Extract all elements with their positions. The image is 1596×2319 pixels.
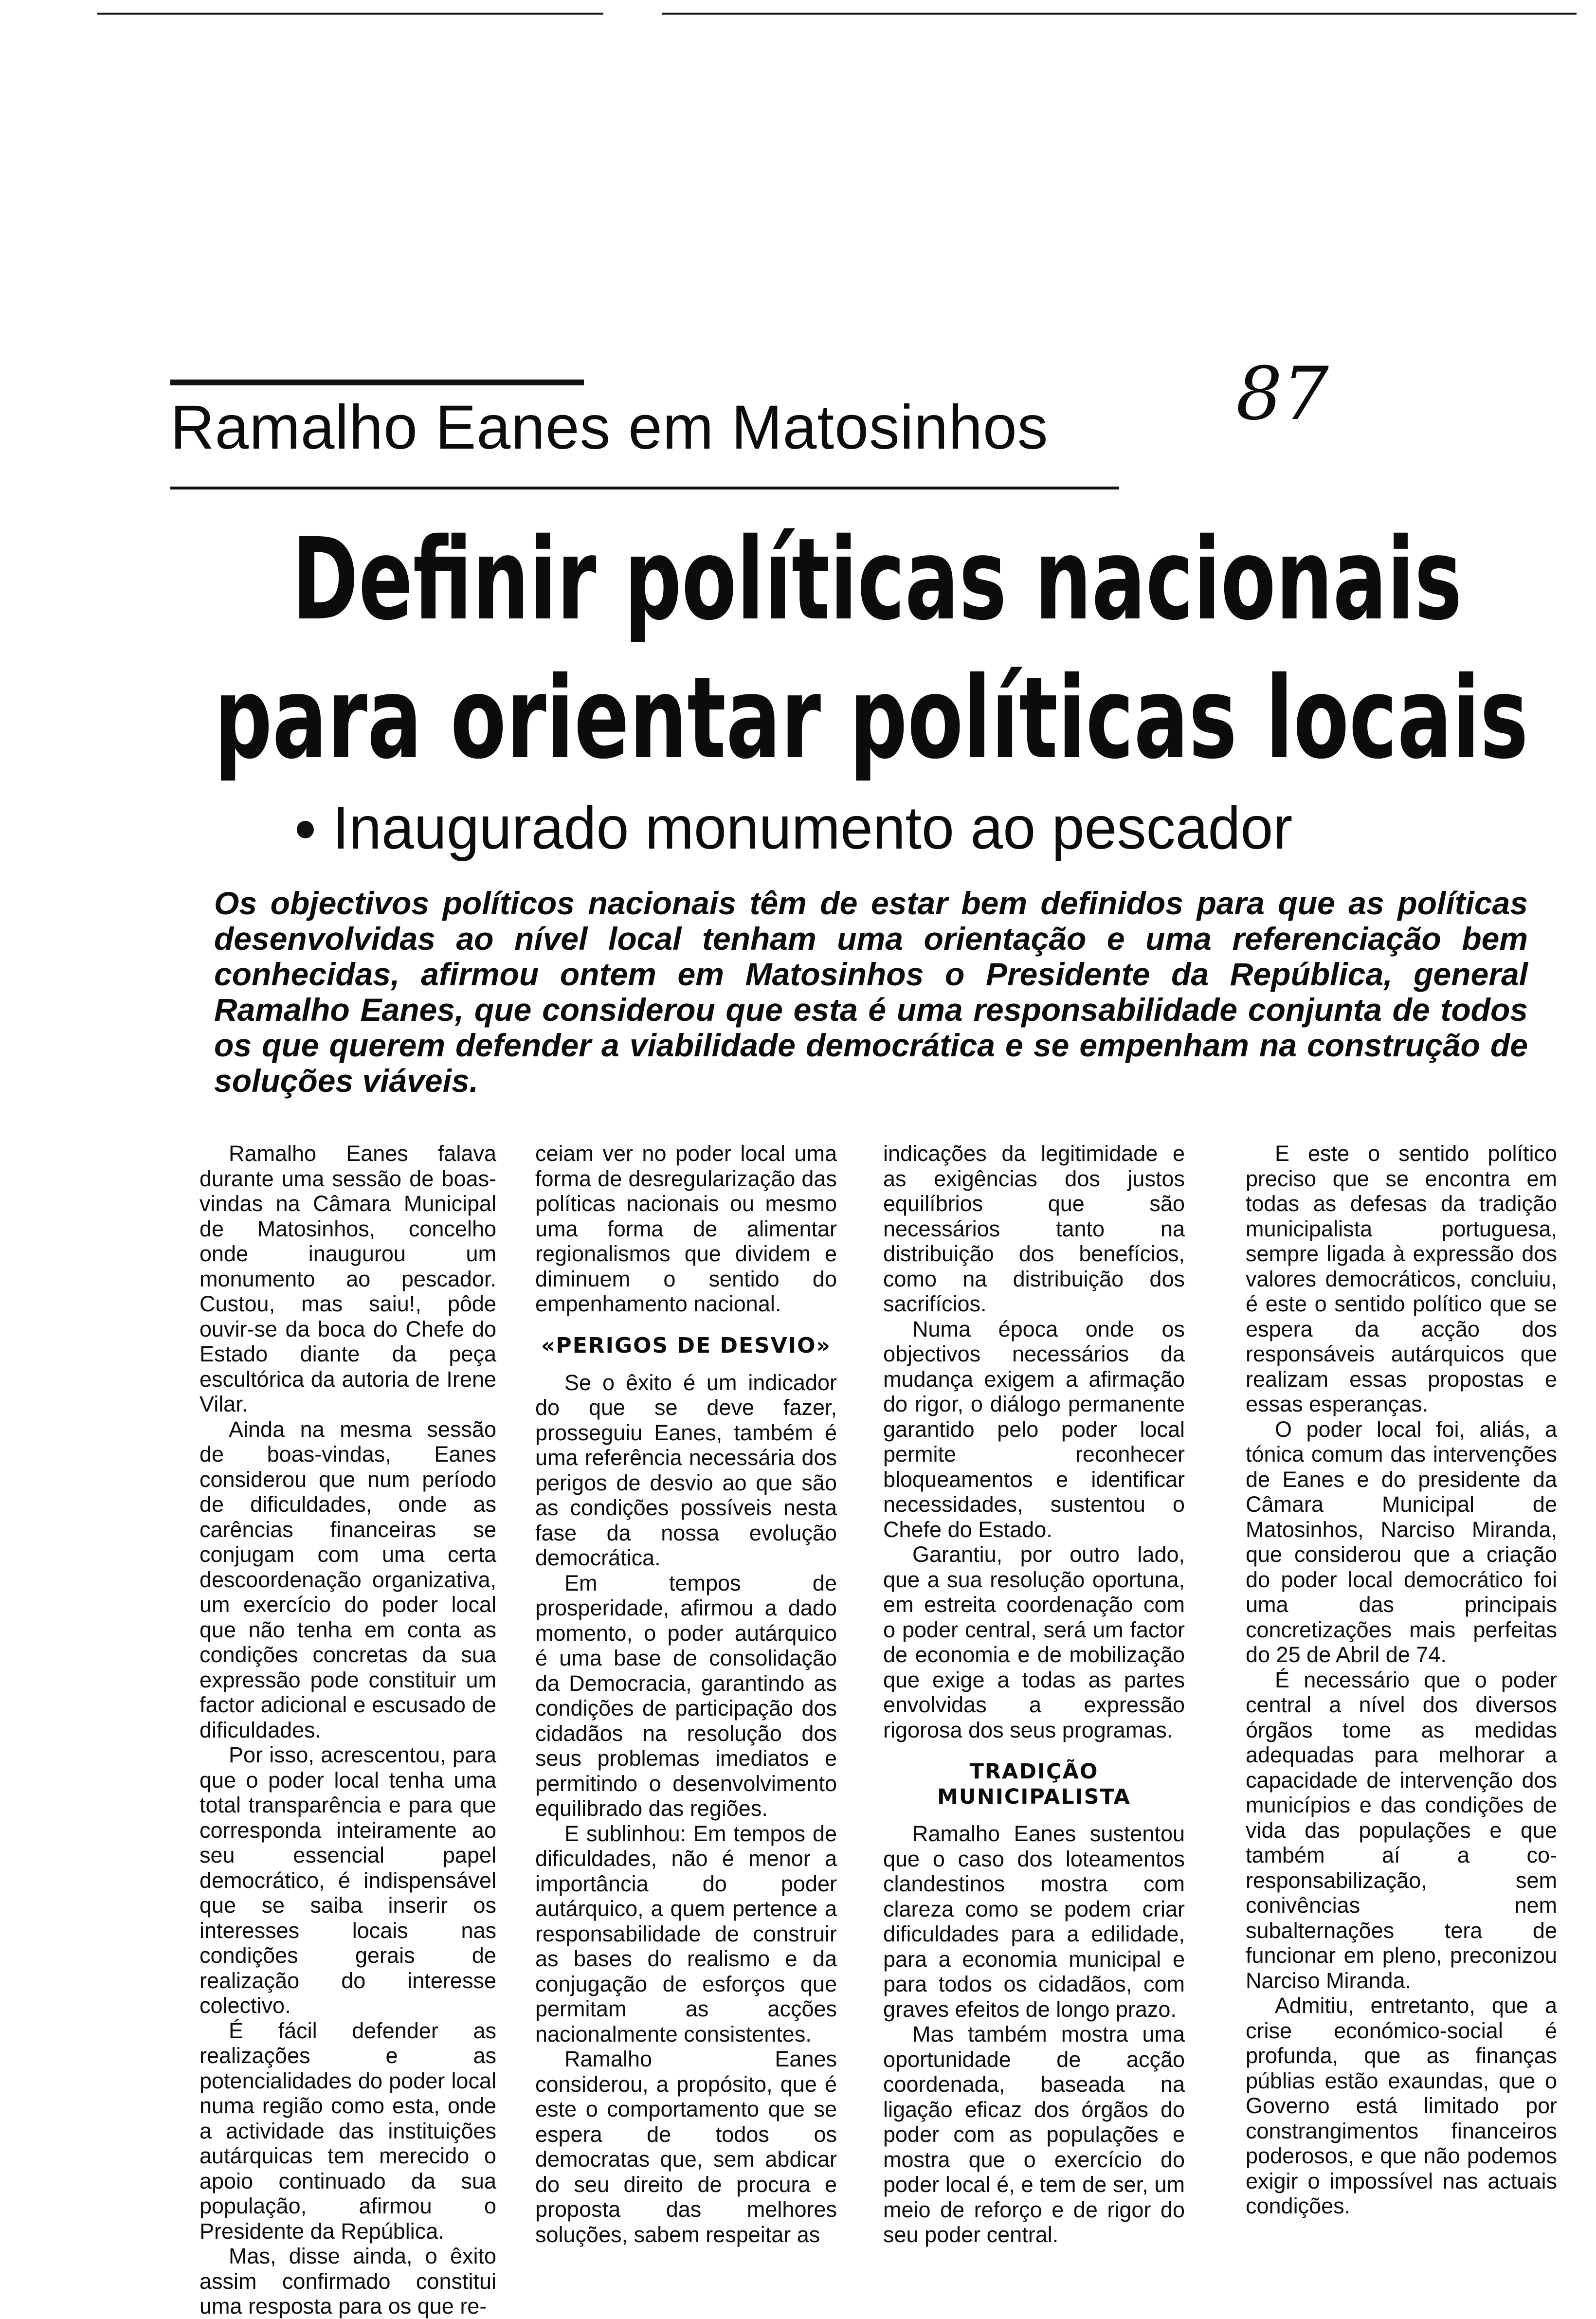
paragraph: O poder local foi, aliás, a tónica comum das intervenções de Eanes e do presidente da Câmara Municipal de Matosinhos, Narciso Miranda, que considerou que a criação do poder local democrático foi uma das principais concretizações mais perfeitas do 25 de Abril de 74. — [1246, 1416, 1557, 1667]
paragraph: Garantiu, por outro lado, que a sua resolução oportuna, em estreita coordenação com o poder central, será um factor de economia e de mobilização que exige a todas as partes envolvidas a expressão rigorosa dos seus programas. — [883, 1542, 1185, 1742]
paragraph: Ramalho Eanes falava durante uma sessão de boas-vindas na Câmara Municipal de Matosinhos, concelho onde inaugurou um monumento ao pescador. Custou, mas saiu!, pôde ouvir-se da boca do Chefe do Estado diante da peça escultórica da autoria de Irene Vilar. — [200, 1141, 496, 1416]
column-1 — [200, 1141, 496, 2319]
column-2 — [535, 1141, 837, 2247]
paragraph: ceiam ver no poder local uma forma de desregularização das políticas nacionais ou mesmo uma forma de alimentar regionalismos que dividem e diminuem o sentido do empenhamento nacional. — [535, 1141, 837, 1316]
paragraph: Admitiu, entretanto, que a crise económico-social é profunda, que as finanças públias estão exaundas, que o Governo está limitado por constrangimentos financeiros poderosos, e que não podemos exigir o impossível nas actuais condições. — [1246, 1993, 1557, 2218]
headline-line-2: para orientar políticas locais — [214, 652, 1528, 784]
top-rule-left — [97, 13, 603, 15]
paragraph: Se o êxito é um indicador do que se deve fazer, prosseguiu Eanes, também é uma referência necessária dos perigos de desvio ao que são as condições possíveis nesta fase da nossa evolução democrática. — [535, 1370, 837, 1570]
section-heading-line-1: TRADIÇÃO — [969, 1759, 1099, 1784]
subheadline — [297, 795, 1293, 862]
paragraph: Numa época onde os objectivos necessários da mudança exigem a afirmação do rigor, o diálogo permanente garantido pelo poder local permite reconhecer bloqueamentos e identificar necessidades, sustentou o Chefe do Estado. — [883, 1316, 1185, 1542]
section-rule — [170, 380, 584, 385]
paragraph: Ramalho Eanes sustentou que o caso dos loteamentos clandestinos mostra com clareza como se podem criar dificuldades para a edilidade, para a economia municipal e para todos os cidadãos, com graves efeitos de longo prazo. — [883, 1821, 1185, 2022]
paragraph: É fácil defender as realizações e as potencialidades do poder local numa região como esta, onde a actividade das instituições autárquicas tem merecido o apoio continuado da sua população, afirmou o Presidente da República. — [200, 2018, 496, 2244]
paragraph: Mas, disse ainda, o êxito assim confirmado constitui uma resposta para os que re- — [200, 2244, 496, 2319]
paragraph: Por isso, acrescentou, para que o poder local tenha uma total transparência e para que corresponda inteiramente ao seu essencial papel democrático, é indispensável que se saiba inserir os interesses locais nas condições gerais de realização do interesse colectivo. — [200, 1742, 496, 2018]
paragraph: Ramalho Eanes considerou, a propósito, que é este o comportamento que se espera de todos os democratas que, sem abdicar do seu direito de procura e proposta das melhores soluções, sabem respeitar as — [535, 2047, 837, 2247]
paragraph: Em tempos de prosperidade, afirmou a dado momento, o poder autárquico é uma base de consolidação da Democracia, garantindo as condições de participação dos cidadãos na resolução dos seus problemas imediatos e permitindo o desenvolvimento equilibrado das regiões. — [535, 1570, 837, 1821]
bullet-icon — [297, 821, 314, 838]
paragraph: E sublinhou: Em tempos de dificuldades, não é menor a importância do poder autárquico, a quem pertence a responsabilidade de construir as bases do realismo e da conjugação de esforços que permitam as acções nacionalmente consistentes. — [535, 1821, 837, 2047]
column-3 — [883, 1141, 1185, 2247]
paragraph: Ainda na mesma sessão de boas-vindas, Eanes considerou que num período de dificuldades, onde as carências financeiras se conjugam com uma certa descoordenação organizativa, um exercício do poder local que não tenha em conta as condições concretas da sua expressão pode constituir um factor adicional e escusado de dificuldades. — [200, 1416, 496, 1742]
paragraph: É necessário que o poder central a nível dos diversos órgãos tome as medidas adequadas para melhorar a capacidade de intervenção dos municípios e das condições de vida das populações e que também aí a co-responsabilização, sem conivências nem subalternações tera de funcionar em pleno, preconizou Narciso Miranda. — [1246, 1667, 1557, 1993]
section-heading-line-2: MUNICIPALISTA — [937, 1785, 1131, 1809]
section-heading-perigos: «PERIGOS DE DESVIO» — [541, 1333, 831, 1358]
paragraph: Mas também mostra uma oportunidade de acção coordenada, baseada na ligação eficaz dos órgãos do poder com as populações e mostra que o exercício do poder local é, e tem de ser, um meio de reforço e de rigor do seu poder central. — [883, 2022, 1185, 2247]
article-kicker: Ramalho Eanes em Matosinhos — [170, 393, 1049, 462]
top-rule-right — [662, 13, 1577, 15]
column-4 — [1246, 1141, 1557, 2219]
section-heading-tradicao — [883, 1759, 1185, 1810]
subheadline-text: Inaugurado monumento ao pescador — [332, 795, 1293, 862]
paragraph: indicações da legitimidade e as exigências dos justos equilíbrios que são necessários tanto na distribuição dos benefícios, como na distribuição dos sacrifícios. — [883, 1141, 1185, 1316]
kicker-underline — [170, 487, 1119, 489]
lead-paragraph: Os objectivos políticos nacionais têm de estar bem definidos para que as políticas desenvolvidas ao nível local tenham uma orientação e uma referenciação bem conhecidas, afirmou ontem em Matosinhos o Presidente da República, general Ramalho Eanes, que considerou que esta é uma responsabilidade conjunta de todos os que querem defender a viabilidade democrática e se empenham na construção de soluções viáveis. — [214, 885, 1528, 1099]
headline-line-1: Definir políticas nacionais — [292, 514, 1462, 645]
handwritten-page-number: 87 — [1236, 352, 1329, 436]
paragraph: E este o sentido político preciso que se encontra em todas as defesas da tradição municipalista portuguesa, sempre ligada à expressão dos valores democráticos, concluiu, é este o sentido político que se espera da acção dos responsáveis autárquicos que realizam essas propostas e essas esperanças. — [1246, 1141, 1557, 1416]
